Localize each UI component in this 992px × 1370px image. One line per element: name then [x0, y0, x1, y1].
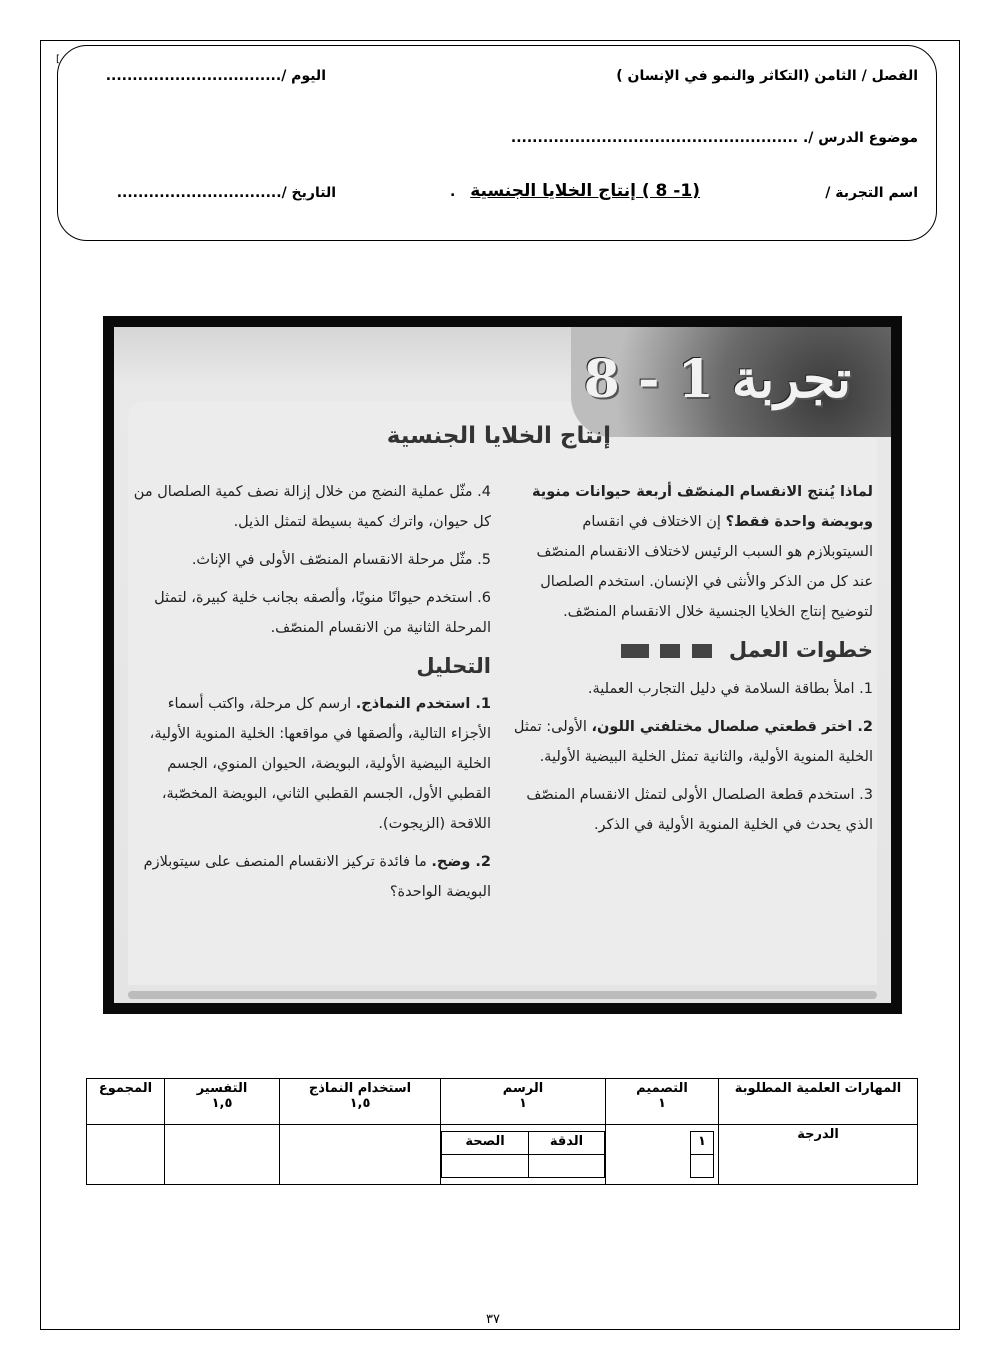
correctness-label: الصحة: [442, 1132, 529, 1155]
page-number: ٣٧: [486, 1312, 500, 1327]
experiment-title-row: [450, 181, 700, 201]
steps-heading: خطوات العمل: [513, 635, 873, 666]
step-6: 6. استخدم حيوانًا منويًا، وألصقه بجانب خلية كبيرة، لتمثل المرحلة الثانية من الانقسام المنصّف.: [154, 590, 491, 636]
goggles-icon: [660, 644, 680, 658]
step-1: 1. املأ بطاقة السلامة في دليل التجارب العملية.: [587, 681, 873, 697]
textbook-footer-bar: [128, 991, 877, 999]
interpretation-score-cell: [165, 1125, 280, 1185]
textbook-page: [114, 327, 891, 1003]
day-field: اليوم /.................................: [105, 68, 326, 84]
experiment-label: اسم التجربة /: [825, 185, 918, 201]
step-4: 4. مثّل عملية النضج من خلال إزالة نصف كمية الصلصال من كل حيوان، واترك كمية بسيطة لتمثل الذيل.: [133, 484, 491, 530]
corner-mark: [: [56, 54, 60, 65]
grading-header-row: [87, 1079, 918, 1125]
experiment-title: (1- 8 ) إنتاج الخلايا الجنسية: [470, 181, 700, 201]
hand-wash-icon: [621, 644, 649, 658]
total-header: المجموع: [87, 1079, 165, 1125]
design-header: التصميم ١: [606, 1079, 719, 1125]
lab-coat-icon: [692, 644, 712, 658]
design-mark: ١: [691, 1132, 714, 1155]
interpretation-header: التفسير ١,٥: [165, 1079, 280, 1125]
accuracy-label: الدقة: [529, 1132, 605, 1155]
chapter-label: الفصل / الثامن (التكاثر والنمو في الإنسان ): [616, 68, 918, 84]
safety-icons: [619, 636, 714, 666]
grade-label: الدرجة: [719, 1125, 918, 1185]
intro-body: إن الاختلاف في انقسام السيتوبلازم هو السبب الرئيس لاختلاف الانقسام المنصّف عند كل من الذكر والأنثى في الإنسان. استخدم الصلصال لتوضيح إنتاج الخلايا الجنسية خلال الانقسام المنصّف.: [536, 514, 873, 620]
step-3: 3. استخدم قطعة الصلصال الأولى لتمثل الانقسام المنصّف الذي يحدث في الخلية المنوية الأولية في الذكر.: [526, 787, 873, 833]
textbook-page-image: [103, 316, 902, 1014]
analysis-2: 2. وضح. ما فائدة تركيز الانقسام المنصف على سيتوبلازم البويضة الواحدة؟: [143, 854, 491, 900]
step-5: 5. مثّل مرحلة الانقسام المنصّف الأولى في الإناث.: [191, 552, 491, 568]
intro-paragraph: [513, 477, 873, 627]
models-header: استخدام النماذج ١,٥: [280, 1079, 441, 1125]
skills-header: المهارات العلمية المطلوبة: [719, 1079, 918, 1125]
date-field: التاريخ /...............................: [116, 185, 336, 201]
accuracy-score: [529, 1155, 605, 1178]
drawing-header: الرسم ١: [441, 1079, 606, 1125]
grading-table: [86, 1078, 918, 1185]
worksheet-header: [57, 45, 937, 241]
design-score-cell: [606, 1125, 719, 1185]
models-score-cell: [280, 1125, 441, 1185]
textbook-left-column: [131, 477, 491, 915]
grading-score-row: [87, 1125, 918, 1185]
analysis-1: 1. استخدم النماذج. ارسم كل مرحلة، واكتب أسماء الأجزاء التالية، وألصقها في مواقعها: الخلية المنوية الأولية، الخلية البيضية الأولية، البويضة، الحيوان المنوي، الجسم القطبي الأول، الجسم القطبي الثاني، البويضة المخصّبة، اللاقحة (الزيجوت).: [149, 696, 491, 832]
textbook-heading: إنتاج الخلايا الجنسية: [386, 423, 611, 449]
total-score-cell: [87, 1125, 165, 1185]
experiment-dot: .: [450, 184, 456, 200]
correctness-score: [442, 1155, 529, 1178]
intro-question: لماذا يُنتج الانقسام المنصّف أربعة حيوانات منوية وبويضة واحدة فقط؟: [532, 484, 873, 530]
experiment-badge: تجربة 1 - 8: [583, 349, 851, 410]
step-2: 2. اختر قطعتي صلصال مختلفتي اللون، الأولى: تمثل الخلية المنوية الأولية، والثانية تمثل الخلية البيضية الأولية.: [513, 719, 873, 765]
analysis-heading: التحليل: [416, 654, 491, 678]
textbook-right-column: [513, 477, 873, 848]
drawing-score-cell: [441, 1125, 606, 1185]
lesson-topic-field: موضوع الدرس /. ......................................................: [510, 130, 918, 146]
